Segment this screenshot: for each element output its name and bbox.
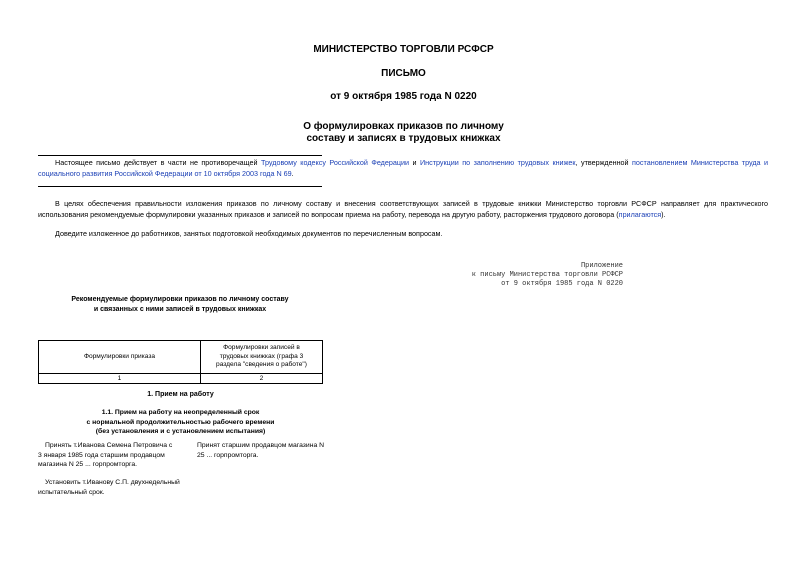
appendix-line3: от 9 октября 1985 года N 0220: [501, 280, 623, 288]
order-example-2: [38, 478, 198, 497]
table-number-row: [39, 373, 323, 383]
document-date: от 9 октября 1985 года N 0220: [330, 91, 477, 102]
instruction-link[interactable]: Инструкции по заполнению трудовых книжек: [419, 158, 576, 167]
table-num-2: 2: [201, 373, 323, 383]
document-title-line1: О формулировках приказов по личному: [303, 121, 504, 132]
record-example-1: [197, 441, 337, 460]
note-paragraph: [38, 158, 768, 179]
order1-line1: Принять т.Иванова Семена Петровича с: [45, 442, 173, 449]
order1-line3: магазина N 25 ... горпромторга.: [38, 461, 138, 468]
table-header-col2: [201, 341, 323, 374]
appendix-line2: к письму Министерства торговли РСФСР: [471, 271, 623, 279]
body-paragraph-1: [38, 199, 768, 220]
appendix-link[interactable]: прилагаются: [618, 209, 662, 219]
section-1-1-heading: [38, 408, 323, 437]
appendix-line1: Приложение: [580, 262, 623, 270]
note-bottom-rule: [38, 186, 322, 187]
ministry-heading: МИНИСТЕРСТВО ТОРГОВЛИ РСФСР: [313, 44, 494, 55]
section-1-1-line1: 1.1. Прием на работу на неопределенный срок: [101, 409, 260, 416]
recommended-line2: и связанных с ними записей в трудовых книжках: [93, 306, 267, 313]
col2-line3: раздела "сведения о работе"): [216, 361, 307, 368]
body-paragraph-2: Доведите изложенное до работников, занятых подготовкой необходимых документов по перечисленным вопросам.: [55, 229, 443, 238]
document-type: ПИСЬМО: [381, 68, 426, 79]
table-header-col1: Формулировки приказа: [39, 341, 201, 374]
section-1-title: 1. Прием на работу: [147, 391, 214, 398]
table-header-row: [39, 341, 323, 374]
col2-line1: Формулировки записей в: [223, 344, 300, 351]
section-1-1-line3: (без установления и с установлением испытания): [95, 428, 266, 435]
order1-line2: 3 января 1985 года старшим продавцом: [38, 451, 165, 459]
note-top-rule: [38, 155, 322, 156]
para1-end: ).: [661, 209, 666, 219]
resolution-link[interactable]: постановлением Министерства труда и социального развития Российской Федерации от 10 октября 2003 года N 69: [38, 158, 769, 178]
col2-line2: трудовых книжках (графа 3: [219, 352, 304, 360]
note-text-1: Настоящее письмо действует в части не противоречащей: [55, 158, 261, 167]
section-1-1-line2: с нормальной продолжительностью рабочего времени: [86, 418, 275, 426]
table-num-1: 1: [39, 373, 201, 383]
recommended-line1: Рекомендуемые формулировки приказов по личному составу: [71, 296, 289, 303]
appendix-block: [400, 262, 623, 289]
record1-line1: Принят старшим продавцом магазина N: [197, 442, 325, 449]
note-text-3: , утвержденной: [575, 158, 633, 167]
note-text-4: .: [291, 168, 294, 178]
order-example-1: [38, 441, 198, 470]
record1-line2: 25 ... горпромторга.: [197, 451, 259, 459]
note-text-2: и: [409, 158, 420, 167]
labor-code-link[interactable]: Трудовому кодексу Российской Федерации: [261, 158, 410, 167]
para1-text: В целях обеспечения правильности изложения приказов по личному составу и внесения соответствующих записей в трудовые книжки Министерство торговли РСФСР направляет для практического использования рекомендуемые формулировки указанных приказов и записей по вопросам приема на работу, перевода на другую работу, расторжения трудового договора (: [38, 199, 768, 219]
document-title-line2: составу и записях в трудовых книжках: [306, 133, 501, 144]
order2-line1: Установить т.Иванову С.П. двухнедельный: [45, 479, 180, 486]
formulations-table: [38, 340, 323, 384]
recommended-heading: [38, 295, 322, 315]
order2-line2: испытательный срок.: [38, 488, 105, 496]
